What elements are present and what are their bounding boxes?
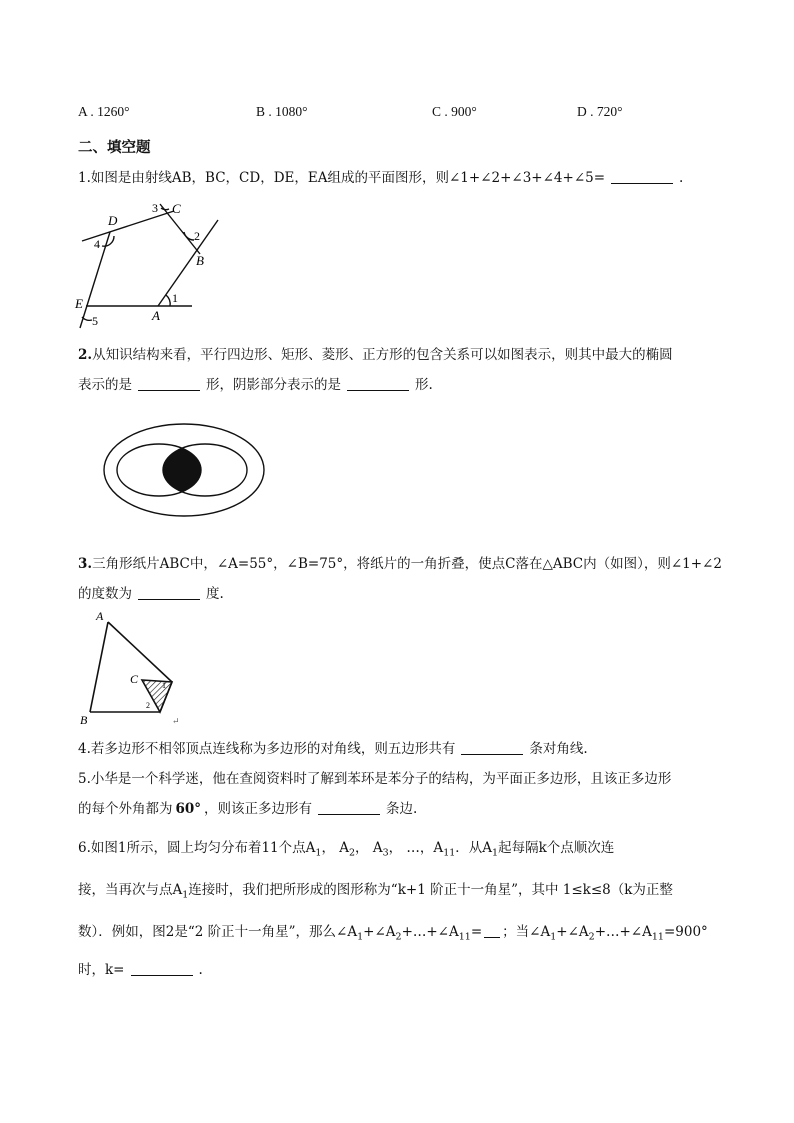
question-3-number: 3.: [78, 556, 93, 572]
question-6-line-3: [78, 920, 708, 943]
label-4: 4: [94, 237, 100, 251]
question-3-line-2: [78, 582, 224, 602]
question-5-line-1: [78, 767, 671, 787]
question-4: [78, 737, 588, 757]
q6-text: +…+∠A: [401, 924, 459, 940]
question-5-text-2b: ，则该正多边形有: [204, 801, 313, 817]
q6-text: =: [470, 924, 483, 940]
answer-blank-q5[interactable]: [318, 800, 380, 815]
q6-text: ， A: [355, 840, 383, 856]
q6-text: +…+∠A: [594, 924, 652, 940]
question-2-text-2a: 表示的是: [78, 377, 132, 393]
q6-text: 6.如图1所示，圆上均匀分布着11个点A: [78, 840, 316, 856]
question-5-text-2a: 的每个外角都为: [78, 801, 173, 817]
label-A: A: [152, 308, 160, 323]
section-title: 二、填空题: [78, 140, 151, 156]
question-2-text-2b: 形，阴影部分表示的是: [206, 377, 341, 393]
q6-sub: 11: [458, 931, 471, 943]
label-C: C: [130, 672, 139, 686]
q6-text: 接，当再次与点A: [78, 882, 183, 898]
question-2-number: 2.: [78, 347, 93, 363]
label-D: D: [108, 213, 118, 228]
q6-sub: 11: [651, 931, 664, 943]
label-1: 1: [162, 681, 166, 690]
q6-sub: 1: [550, 931, 557, 943]
q6-sub: 1: [182, 889, 189, 901]
q6-sub: 2: [588, 931, 595, 943]
q6-text: +∠A: [556, 924, 589, 940]
question-4-text: 4.若多边形不相邻顶点连线称为多边形的对角线，则五边形共有: [78, 741, 456, 757]
label-B: B: [80, 713, 88, 727]
label-1: 1: [172, 291, 178, 305]
q6-sub: 2: [395, 931, 402, 943]
q6-sub: 1: [357, 931, 364, 943]
question-2-line-1: [78, 343, 673, 363]
label-5: 5: [92, 314, 98, 328]
q6-text: ；当∠A: [502, 924, 551, 940]
q6-text: +∠A: [363, 924, 396, 940]
question-1-text: 1.如图是由射线AB，BC，CD，DE，EA组成的平面图形，则∠1+∠2+∠3+∠4+∠5=: [78, 170, 606, 186]
option-b: B . 1080°: [256, 104, 308, 119]
q6-text: 数）．例如，图2是“2 阶正十一角星”，那么∠A: [78, 924, 358, 940]
q6-sub: 2: [349, 847, 356, 859]
q6-text: 起每隔k个点顺次连: [498, 840, 615, 856]
option-a: A . 1260°: [78, 104, 130, 119]
label-3: 3: [152, 201, 158, 215]
label-2: 2: [146, 701, 150, 710]
q6-text: ， …，A: [388, 840, 444, 856]
q6-sub: 1: [315, 847, 322, 859]
question-5-text-2c: 条边.: [386, 801, 418, 817]
q6-text: =900°: [663, 924, 708, 940]
question-5-text-1: 5.小华是一个科学迷，他在查阅资料时了解到苯环是苯分子的结构，为平面正多边形，且该正多边形: [78, 771, 672, 787]
label-2: 2: [194, 229, 200, 243]
question-6-line-2: [78, 878, 673, 901]
return-mark: ↵: [172, 716, 180, 726]
option-c: C . 900°: [432, 104, 477, 119]
question-2-line-2: [78, 373, 433, 393]
figure-q1-polygon: [70, 196, 250, 336]
label-B: B: [196, 253, 204, 268]
question-2-text-2c: 形.: [415, 377, 433, 393]
question-5-angle: 60°: [175, 801, 202, 817]
question-1-end: .: [679, 170, 684, 186]
label-E: E: [75, 296, 83, 311]
figure-q2-ellipses: [98, 418, 270, 522]
answer-blank-q6-1[interactable]: [484, 923, 500, 938]
q6-text: .: [198, 962, 203, 978]
answer-blank-q2-1[interactable]: [138, 376, 200, 391]
q6-text: 时，k=: [78, 962, 125, 978]
q6-sub: 1: [492, 847, 499, 859]
question-4-end: 条对角线.: [529, 741, 588, 757]
figure-q3-triangle: [76, 608, 196, 730]
q6-text: ， A: [321, 840, 349, 856]
q6-text: ．从A: [455, 840, 493, 856]
question-3-text-2a: 的度数为: [78, 586, 132, 602]
question-2-text-1: 从知识结构来看，平行四边形、矩形、菱形、正方形的包含关系可以如图表示，则其中最大的椭圆: [92, 347, 673, 363]
answer-blank-q2-2[interactable]: [347, 376, 409, 391]
answer-blank-q1[interactable]: [611, 169, 673, 184]
answer-blank-q6-2[interactable]: [131, 961, 193, 976]
label-C: C: [172, 201, 181, 216]
question-5-line-2: [78, 797, 417, 817]
question-3-text-1: 三角形纸片ABC中，∠A=55°，∠B=75°，将纸片的一角折叠，使点C落在△ABC内（如图），则∠1+∠2: [92, 556, 722, 572]
question-3-line-1: [78, 552, 722, 572]
q6-sub: 11: [443, 847, 456, 859]
question-1: [78, 166, 683, 186]
q6-text: 连接时，我们把所形成的图形称为“k+1 阶正十一角星”，其中 1≤k≤8（k为正整: [188, 882, 673, 898]
question-6-line-1: [78, 836, 614, 859]
question-3-text-2b: 度.: [206, 586, 224, 602]
answer-blank-q3[interactable]: [138, 585, 200, 600]
answer-blank-q4[interactable]: [461, 740, 523, 755]
option-d: D . 720°: [577, 104, 623, 119]
q6-sub: 3: [382, 847, 389, 859]
label-A: A: [96, 609, 104, 623]
question-6-line-4: [78, 958, 203, 978]
